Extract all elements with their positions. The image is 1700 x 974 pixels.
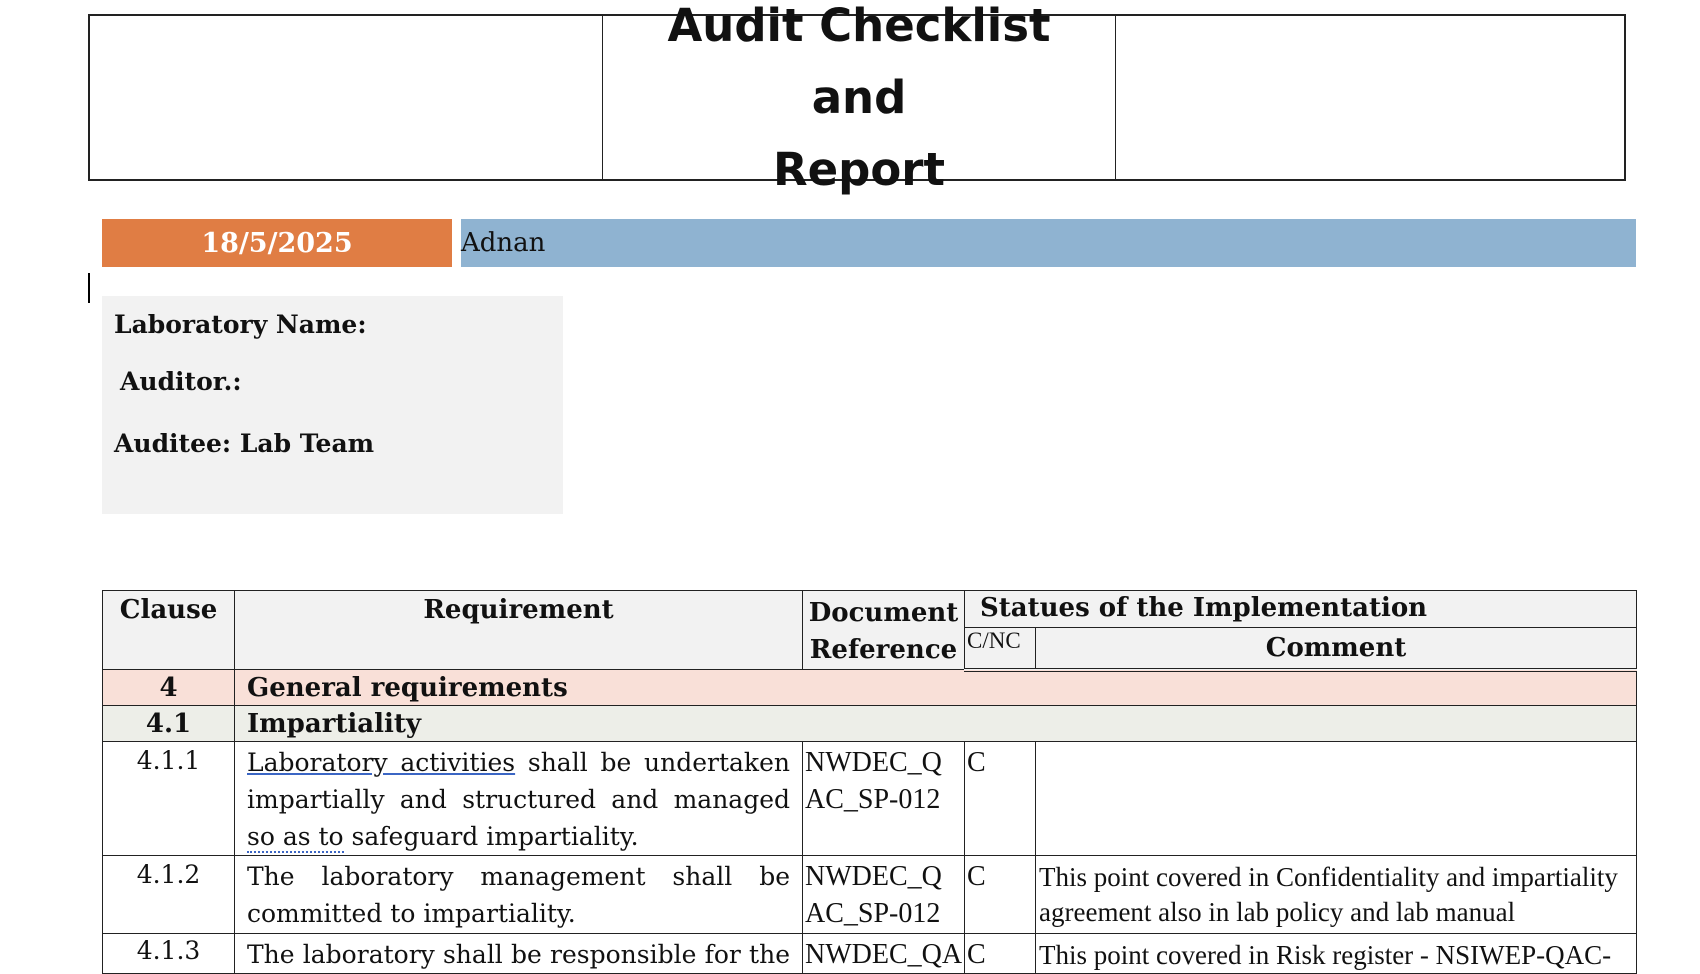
laboratory-name-label: Laboratory Name: [114, 310, 367, 339]
row-requirement: The laboratory management shall be committed to impartiality. [235, 856, 803, 934]
row-doc-ref: NWDEC_QA [803, 934, 965, 974]
table-header-row-1 [103, 591, 1637, 628]
subsection-clause: 4.1 [103, 706, 235, 742]
document-title [639, 0, 1079, 206]
row-comment [1036, 742, 1637, 856]
row-cnc: C [965, 742, 1036, 856]
row-doc-ref: NWDEC_QAC_SP-012 [803, 742, 965, 856]
document-header-table [88, 0, 1626, 196]
header-left-cell [90, 16, 603, 179]
header-right-cell [1116, 16, 1624, 179]
table-row [103, 742, 1637, 856]
subsection-row [103, 706, 1637, 742]
doc-ref-header-line-2: Reference [809, 635, 958, 665]
title-line-2: Report [772, 142, 945, 196]
text-cursor [88, 273, 90, 303]
row-clause: 4.1.2 [103, 856, 235, 934]
table-row [103, 856, 1637, 934]
section-title: General requirements [235, 670, 1637, 706]
row-cnc: C [965, 934, 1036, 974]
requirement-text: shall be undertaken impartially and structured and managed [247, 748, 790, 814]
requirement-text-end: safeguard impartiality. [343, 822, 639, 851]
row-comment: This point covered in Confidentiality and impartiality agreement also in lab policy and lab manual [1036, 856, 1637, 934]
audit-info-box [102, 296, 563, 514]
title-line-1: Audit Checklist and [667, 0, 1051, 124]
row-comment: This point covered in Risk register - NSIWEP-QAC- [1036, 934, 1637, 974]
clause-header: Clause [103, 591, 235, 670]
row-clause: 4.1.1 [103, 742, 235, 856]
doc-ref-header-line-1: Document [808, 598, 959, 628]
audit-checklist-table [102, 590, 1637, 974]
row-requirement [235, 742, 803, 856]
status-header: Statues of the Implementation [965, 591, 1637, 628]
section-clause: 4 [103, 670, 235, 706]
subsection-title: Impartiality [235, 706, 1637, 742]
section-row [103, 670, 1637, 706]
comment-header: Comment [1036, 628, 1637, 670]
cnc-header: C/NC [965, 628, 1036, 670]
date-field[interactable]: 18/5/2025 [102, 219, 452, 267]
requirement-header: Requirement [235, 591, 803, 670]
row-cnc: C [965, 856, 1036, 934]
auditee-label: Auditee: Lab Team [114, 429, 375, 458]
table-row [103, 934, 1637, 974]
requirement-grammar-flag[interactable]: so as to [247, 822, 344, 851]
row-clause: 4.1.3 [103, 934, 235, 974]
row-requirement: The laboratory shall be responsible for the [235, 934, 803, 974]
row-doc-ref: NWDEC_QAC_SP-012 [803, 856, 965, 934]
name-field[interactable]: Adnan [461, 219, 1636, 267]
auditor-label: Auditor.: [120, 367, 242, 396]
header-title-cell [603, 0, 1116, 196]
document-reference-header [803, 591, 965, 670]
requirement-link-text[interactable]: Laboratory activities [247, 748, 516, 777]
